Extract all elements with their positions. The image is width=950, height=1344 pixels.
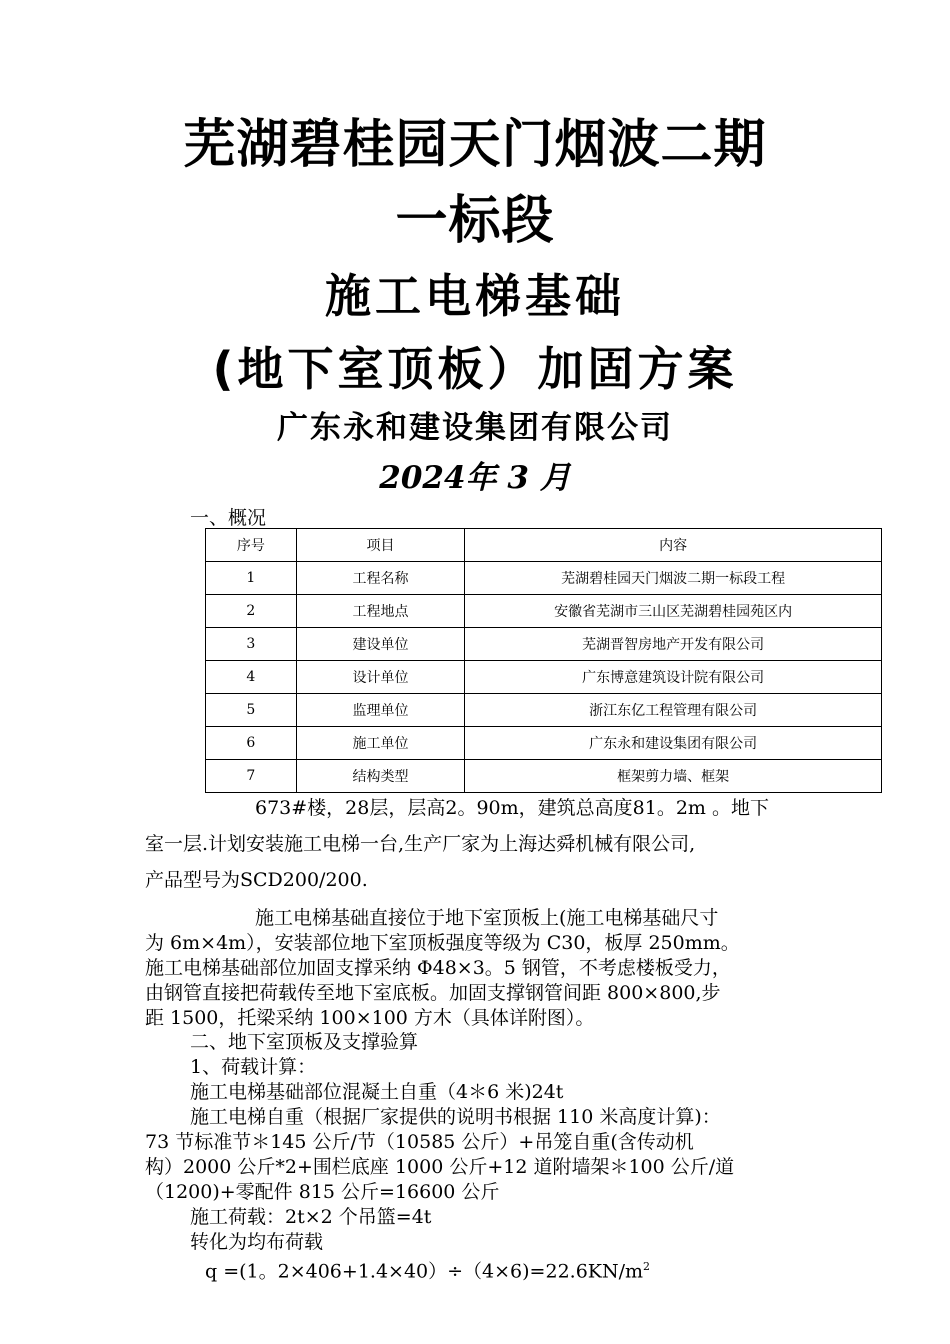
table-row [206, 727, 882, 760]
header-index: 序号 [206, 529, 297, 562]
overview-table [205, 528, 882, 793]
subsection-load-heading: 1、荷载计算： [190, 1056, 317, 1078]
cell-index: 1 [206, 562, 297, 595]
header-item: 项目 [296, 529, 465, 562]
cell-content: 广东永和建设集团有限公司 [465, 727, 882, 760]
cell-item: 设计单位 [296, 661, 465, 694]
cell-index: 6 [206, 727, 297, 760]
cell-index: 7 [206, 760, 297, 793]
paragraph-2-line-5: 距 1500，托梁采纳 100×100 方木（具体详附图）。 [145, 1007, 595, 1029]
paragraph-2-line-3: 施工电梯基础部位加固支撑采纳 Φ48×3。5 钢管，不考虑楼板受力， [145, 957, 731, 979]
cell-index: 3 [206, 628, 297, 661]
paragraph-1-line-1: 673#楼，28层，层高2。90m，建筑总高度81。2m 。地下 [255, 797, 769, 819]
table-row [206, 760, 882, 793]
cell-item: 工程名称 [296, 562, 465, 595]
load-line-construction: 施工荷载：2t×2 个吊篮=4t [190, 1206, 432, 1228]
paragraph-2-line-1: 施工电梯基础直接位于地下室顶板上(施工电梯基础尺寸 [255, 907, 719, 929]
load-line-detail-1: 73 节标准节＊145 公斤/节（10585 公斤）+吊笼自重(含传动机 [145, 1131, 694, 1153]
cell-content: 框架剪力墙、框架 [465, 760, 882, 793]
formula-superscript: 2 [643, 1260, 651, 1273]
table-row [206, 661, 882, 694]
paragraph-1-line-2: 室一层.计划安装施工电梯一台,生产厂家为上海达舜机械有限公司, [145, 833, 696, 855]
cell-item: 结构类型 [296, 760, 465, 793]
cell-index: 4 [206, 661, 297, 694]
cell-index: 2 [206, 595, 297, 628]
section-2-heading: 二、地下室顶板及支撑验算 [190, 1031, 419, 1053]
cell-content: 广东博意建筑设计院有限公司 [465, 661, 882, 694]
document-date: 2024年 3 月 [379, 460, 571, 496]
title-line-1: 芜湖碧桂园天门烟波二期 [183, 114, 767, 175]
cell-item: 工程地点 [296, 595, 465, 628]
company-name: 广东永和建设集团有限公司 [277, 410, 673, 446]
title-line-3: 施工电梯基础 [325, 269, 625, 323]
load-line-concrete: 施工电梯基础部位混凝土自重（4＊6 米)24t [190, 1081, 564, 1103]
cell-item: 建设单位 [296, 628, 465, 661]
paragraph-2-line-4: 由钢管直接把荷载传至地下室底板。加固支撑钢管间距 800×800,步 [145, 982, 721, 1004]
load-line-elevator: 施工电梯自重（根据厂家提供的说明书根据 110 米高度计算)： [190, 1106, 721, 1128]
table-row [206, 595, 882, 628]
load-line-detail-2: 构）2000 公斤*2+围栏底座 1000 公斤+12 道附墙架＊100 公斤/道 [145, 1156, 735, 1178]
cell-content: 安徽省芜湖市三山区芜湖碧桂园苑区内 [465, 595, 882, 628]
cell-content: 芜湖晋智房地产开发有限公司 [465, 628, 882, 661]
title-line-2: 一标段 [395, 190, 555, 251]
table-row [206, 694, 882, 727]
paragraph-1-line-3: 产品型号为SCD200/200. [145, 869, 368, 891]
table-row [206, 562, 882, 595]
cell-content: 浙江东亿工程管理有限公司 [465, 694, 882, 727]
load-line-detail-3: （1200)+零配件 815 公斤=16600 公斤 [145, 1181, 500, 1203]
cell-item: 施工单位 [296, 727, 465, 760]
title-line-4: (地下室顶板）加固方案 [212, 342, 738, 396]
formula-text: q =(1。2×406+1.4×40）÷（4×6)=22.6KN/m [205, 1260, 644, 1283]
load-formula [205, 1255, 650, 1283]
header-content: 内容 [465, 529, 882, 562]
cell-item: 监理单位 [296, 694, 465, 727]
load-line-convert: 转化为均布荷载 [190, 1231, 324, 1253]
cell-index: 5 [206, 694, 297, 727]
paragraph-2-line-2: 为 6m×4m），安装部位地下室顶板强度等级为 C30，板厚 250mm。 [145, 932, 740, 954]
section-overview-heading: 一、概况 [190, 507, 267, 529]
cell-content: 芜湖碧桂园天门烟波二期一标段工程 [465, 562, 882, 595]
table-header-row [206, 529, 882, 562]
table-row [206, 628, 882, 661]
